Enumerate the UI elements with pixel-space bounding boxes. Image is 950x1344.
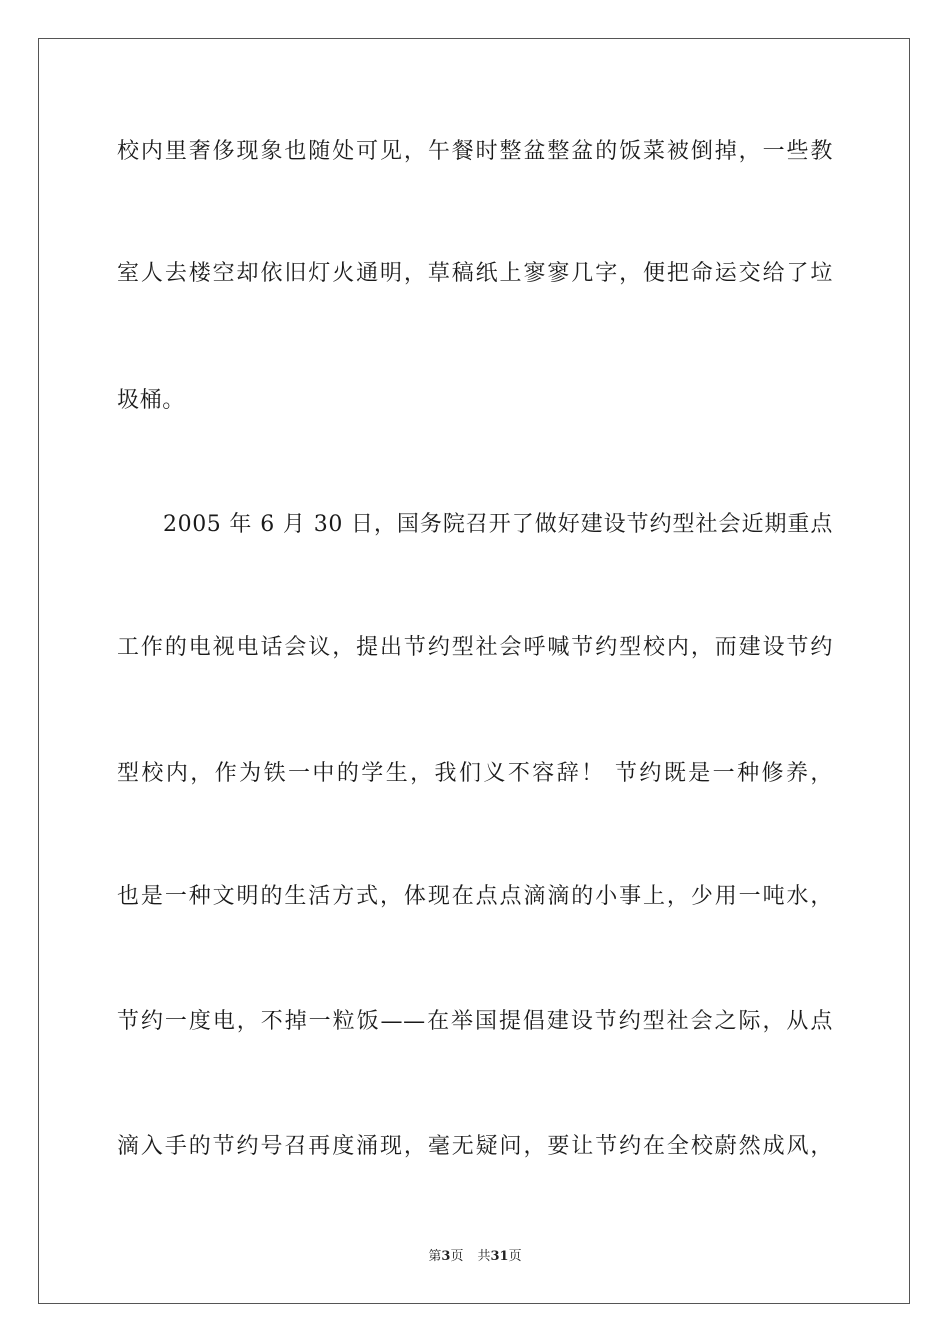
text-line-5: 工作的电视电话会议，提出节约型社会呼喊节约型校内，而建设节约 xyxy=(117,635,833,660)
page-frame xyxy=(38,38,910,1304)
text-line-6: 型校内，作为铁一中的学生，我们义不容辞！ 节约既是一种修养， xyxy=(117,761,833,786)
total-prefix: 共 xyxy=(477,1249,491,1264)
text-line-8: 节约一度电，不掉一粒饭——在举国提倡建设节约型社会之际，从点 xyxy=(117,1009,833,1034)
text-line-4: 2005 年 6 月 30 日，国务院召开了做好建设节约型社会近期重点 xyxy=(163,512,833,537)
total-pages: 31 xyxy=(490,1249,509,1264)
text-line-7: 也是一种文明的生活方式，体现在点点滴滴的小事上，少用一吨水， xyxy=(117,884,833,909)
total-suffix: 页 xyxy=(508,1249,522,1264)
text-line-2: 室人去楼空却依旧灯火通明，草稿纸上寥寥几字，便把命运交给了垃 xyxy=(117,261,833,286)
text-line-1: 校内里奢侈现象也随处可见，午餐时整盆整盆的饭菜被倒掉，一些教 xyxy=(117,139,833,164)
page-prefix: 第 xyxy=(428,1249,442,1264)
text-line-9: 滴入手的节约号召再度涌现，毫无疑问，要让节约在全校蔚然成风， xyxy=(117,1134,833,1159)
page-footer xyxy=(0,1248,950,1266)
page-suffix: 页 xyxy=(450,1249,464,1264)
text-line-3: 圾桶。 xyxy=(117,388,185,413)
page-number: 3 xyxy=(441,1249,451,1264)
